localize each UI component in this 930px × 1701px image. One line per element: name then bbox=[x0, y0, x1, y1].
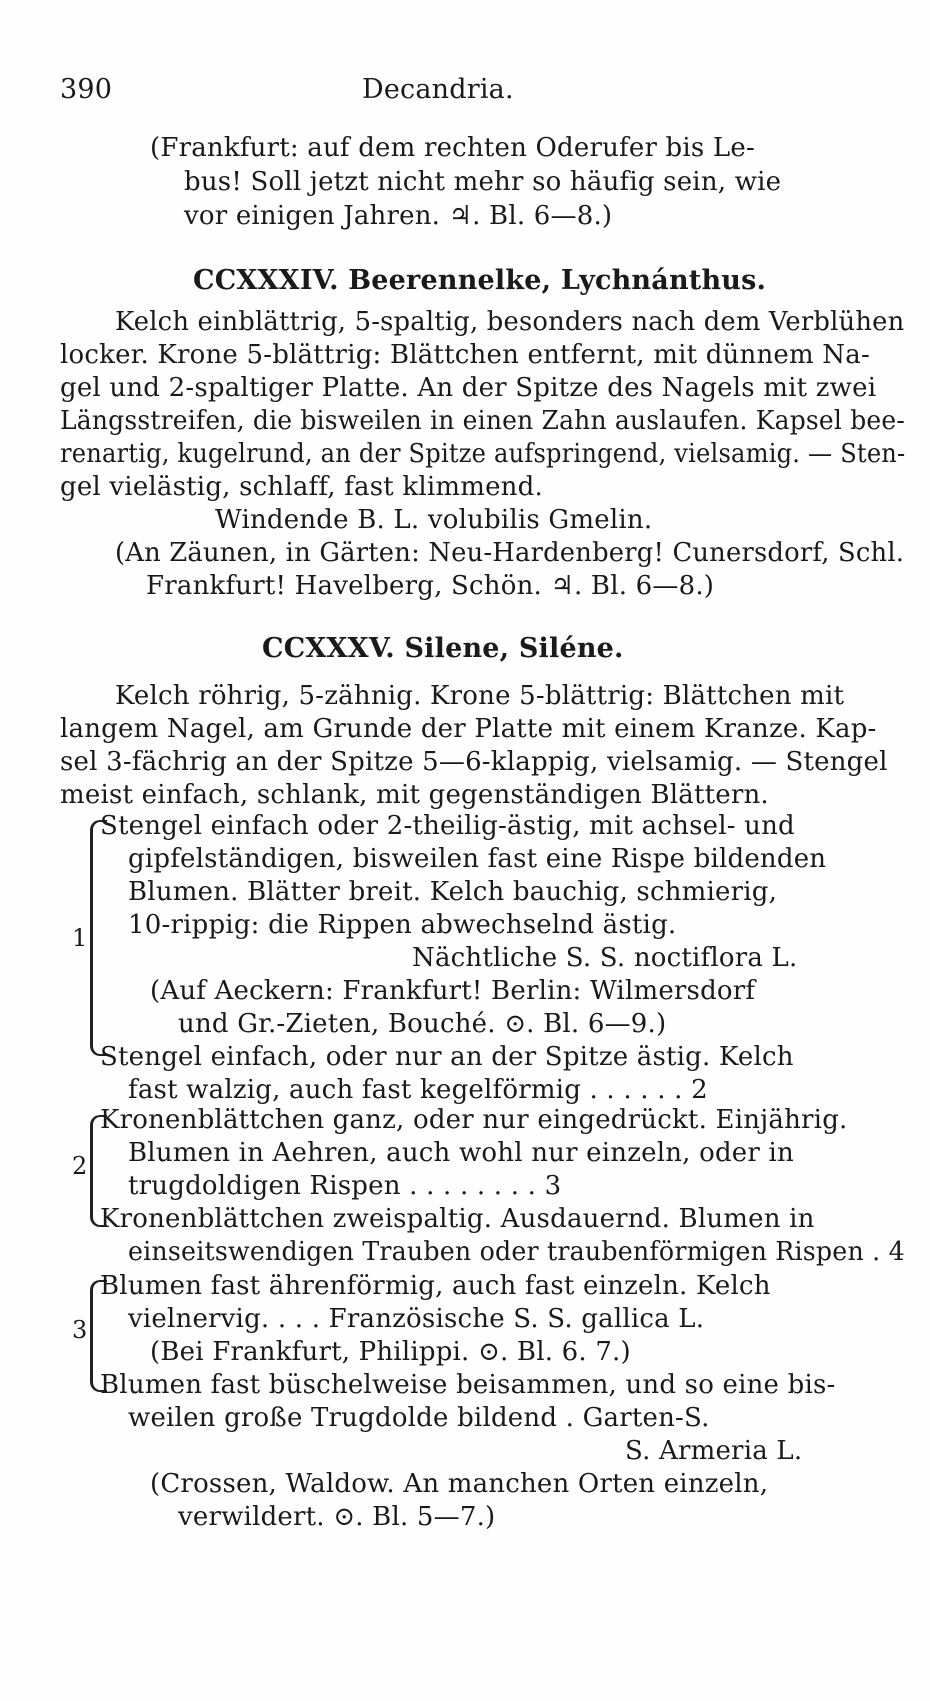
text-line: (Frankfurt: auf dem rechten Oderufer bis Le- bbox=[150, 133, 755, 163]
species-name: Nächtliche S. S. noctiflora L. bbox=[412, 943, 798, 973]
species-name: S. Armeria L. bbox=[625, 1436, 803, 1466]
text-line: Längsstreifen, die bisweilen in einen Zahn auslaufen. Kapsel bee- bbox=[60, 406, 906, 436]
key-brace bbox=[90, 820, 107, 1056]
running-title: Decandria. bbox=[362, 74, 514, 105]
text-line: vielnervig. . . . Französische S. S. gallica L. bbox=[128, 1304, 705, 1334]
text-line: und Gr.-Zieten, Bouché. ⊙. Bl. 6—9.) bbox=[178, 1009, 667, 1039]
text-line: gel und 2-spaltiger Platte. An der Spitze des Nagels mit zwei bbox=[60, 373, 877, 403]
text-line: trugdoldigen Rispen . . . . . . . . 3 bbox=[128, 1171, 562, 1201]
key-number: 1 bbox=[72, 924, 88, 952]
text-line: gel vielästig, schlaff, fast klimmend. bbox=[60, 472, 543, 502]
text-line: Blumen in Aehren, auch wohl nur einzeln, oder in bbox=[128, 1138, 794, 1168]
key-number: 2 bbox=[72, 1152, 88, 1180]
genus-heading: CCXXXIV. Beerennelke, Lychnánthus. bbox=[193, 265, 767, 296]
text-line: gipfelständigen, bisweilen fast eine Rispe bildenden bbox=[128, 844, 827, 874]
page-number: 390 bbox=[60, 74, 113, 105]
text-line: Blumen. Blätter breit. Kelch bauchig, schmierig, bbox=[128, 877, 778, 907]
genus-heading: CCXXXV. Silene, Siléne. bbox=[262, 633, 624, 664]
text-line: bus! Soll jetzt nicht mehr so häufig sein, wie bbox=[184, 167, 782, 197]
text-line: Frankfurt! Havelberg, Schön. ♃. Bl. 6—8.) bbox=[146, 571, 715, 601]
text-line: meist einfach, schlank, mit gegenständigen Blättern. bbox=[60, 780, 769, 810]
text-line: fast walzig, auch fast kegelförmig . . . . . . 2 bbox=[128, 1075, 708, 1105]
text-line: (An Zäunen, in Gärten: Neu-Hardenberg! Cunersdorf, Schl. bbox=[115, 538, 905, 568]
text-line: locker. Krone 5-blättrig: Blättchen entfernt, mit dünnem Na- bbox=[60, 340, 870, 370]
text-line: 10-rippig: die Rippen abwechselnd ästig. bbox=[128, 910, 677, 940]
species-name: Windende B. L. volubilis Gmelin. bbox=[215, 505, 653, 535]
text-line: Kelch röhrig, 5-zähnig. Krone 5-blättrig: Blättchen mit bbox=[115, 681, 845, 711]
text-line: verwildert. ⊙. Bl. 5—7.) bbox=[178, 1502, 496, 1532]
text-line: weilen große Trugdolde bildend . Garten-S. bbox=[128, 1403, 710, 1433]
text-line: sel 3-fächrig an der Spitze 5—6-klappig, vielsamig. — Stengel bbox=[60, 747, 888, 777]
text-line: renartig, kugelrund, an der Spitze aufspringend, vielsamig. — Sten- bbox=[60, 439, 906, 469]
text-line: (Bei Frankfurt, Philippi. ⊙. Bl. 6. 7.) bbox=[150, 1337, 631, 1367]
text-line: Blumen fast ährenförmig, auch fast einzeln. Kelch bbox=[100, 1271, 771, 1301]
text-line: Kelch einblättrig, 5-spaltig, besonders nach dem Verblühen bbox=[115, 307, 905, 337]
text-line: Kronenblättchen zweispaltig. Ausdauernd. Blumen in bbox=[100, 1204, 815, 1234]
text-line: Kronenblättchen ganz, oder nur eingedrückt. Einjährig. bbox=[100, 1105, 848, 1135]
text-line: (Crossen, Waldow. An manchen Orten einzeln, bbox=[150, 1469, 769, 1499]
text-line: langem Nagel, am Grunde der Platte mit einem Kranze. Kap- bbox=[60, 714, 877, 744]
text-line: Stengel einfach, oder nur an der Spitze ästig. Kelch bbox=[100, 1042, 794, 1072]
key-number: 3 bbox=[72, 1316, 88, 1344]
text-line: (Auf Aeckern: Frankfurt! Berlin: Wilmersdorf bbox=[150, 976, 756, 1006]
text-line: Blumen fast büschelweise beisammen, und so eine bis- bbox=[100, 1370, 836, 1400]
text-line: einseitswendigen Trauben oder traubenförmigen Rispen . 4 bbox=[128, 1237, 905, 1267]
text-line: Stengel einfach oder 2-theilig-ästig, mit achsel- und bbox=[100, 811, 795, 841]
text-line: vor einigen Jahren. ♃. Bl. 6—8.) bbox=[184, 201, 613, 231]
